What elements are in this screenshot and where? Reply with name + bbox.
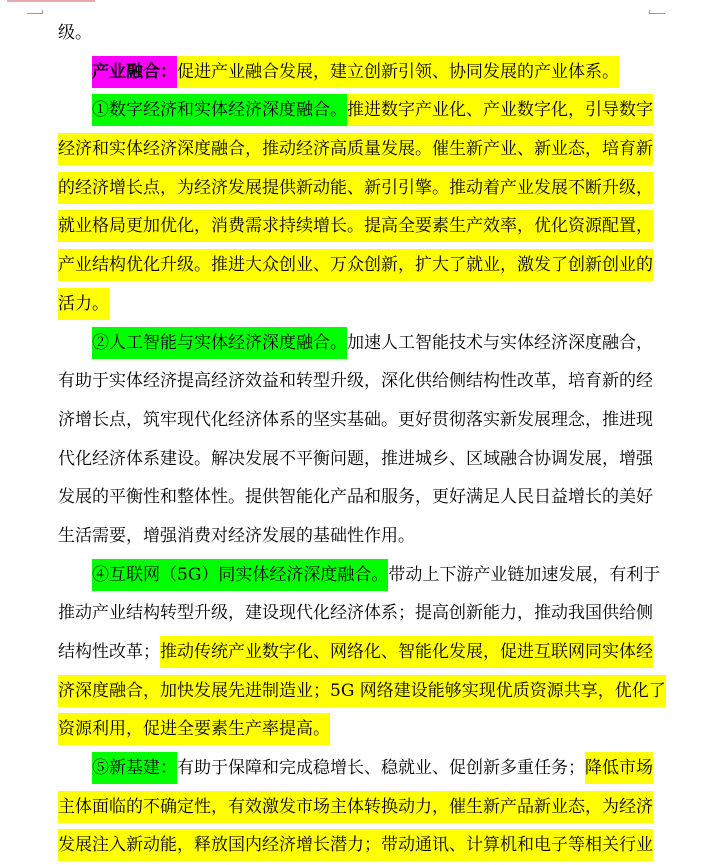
text-line <box>58 130 653 169</box>
text-segment: 发展的平衡性和整体性。提供智能化产品和服务，更好满足人民日益增长的美好 <box>58 487 653 508</box>
text-segment: 结构性改革； <box>58 642 160 662</box>
text-line <box>58 440 653 479</box>
text-segment: 济增长点，筑牢现代化经济体系的坚实基础。更好贯彻落实新发展理念，推进现 <box>58 409 653 430</box>
text-segment: 推动产业结构转型升级，建设现代化经济体系；提高创新能力，推动我国供给侧 <box>58 603 653 624</box>
text-line <box>58 324 653 363</box>
text-segment: 带动上下游产业链加速发展，有利于 <box>388 564 661 585</box>
highlighted-text-yellow: 的经济增长点，为经济发展提供新动能、新引引擎。推动着产业发展不断升级， <box>58 172 653 204</box>
text-line <box>58 401 653 440</box>
highlighted-text-yellow: 推进数字产业化、产业数字化，引导数字 <box>347 94 653 126</box>
text-segment: 生活需要，增强消费对经济发展的基础性作用。 <box>58 525 415 546</box>
highlighted-text-yellow: 产业结构优化升级。推进大众创业、万众创新，扩大了就业，激发了创新创业的 <box>58 249 653 281</box>
highlighted-text-yellow: 发展注入新动能，释放国内经济增长潜力；带动通讯、计算机和电子等相关行业 <box>58 829 653 861</box>
highlighted-text-yellow: 资源利用，促进全要素生产率提高。 <box>58 713 330 745</box>
highlighted-text-yellow: 主体面临的不确定性，有效激发市场主体转换动力，催生新产品新业态，为经济 <box>58 791 653 823</box>
top-edge-marker <box>7 0 95 2</box>
text-line <box>58 285 648 324</box>
text-line <box>58 710 648 749</box>
highlighted-text-yellow: 降低市场 <box>585 752 653 784</box>
text-segment: 代化经济体系建设。解决发展不平衡问题，推进城乡、区域融合协调发展，增强 <box>58 448 653 469</box>
text-line <box>58 246 653 285</box>
text-line <box>58 788 653 827</box>
text-segment: 有助于保障和完成稳增长、稳就业、促创新多重任务； <box>177 758 585 779</box>
text-line <box>58 556 661 595</box>
text-line <box>58 517 648 556</box>
text-line <box>58 749 653 788</box>
text-line <box>58 672 666 711</box>
text-line <box>58 594 653 633</box>
text-line <box>58 14 648 53</box>
text-segment: 级。 <box>58 23 92 43</box>
highlighted-text-yellow: 推动传统产业数字化、网络化、智能化发展，促进互联网同实体经 <box>160 636 653 668</box>
highlighted-text-yellow: 促进产业融合发展，建立创新引领、协同发展的产业体系。 <box>177 56 619 88</box>
highlighted-text-yellow: 就业格局更加优化，消费需求持续增长。提高全要素生产效率，优化资源配置， <box>58 210 653 242</box>
text-segment: 有助于实体经济提高经济效益和转型升级，深化供给侧结构性改革，培育新的经 <box>58 371 653 392</box>
margin-corner-mark-left <box>27 13 43 14</box>
text-line <box>58 633 653 672</box>
text-line <box>58 362 653 401</box>
text-line <box>58 91 653 130</box>
margin-corner-mark-right <box>649 13 665 14</box>
text-segment: 加速人工智能技术与实体经济深度融合， <box>347 332 653 353</box>
text-line <box>58 169 653 208</box>
text-line <box>58 207 653 246</box>
text-line <box>58 826 653 865</box>
text-line <box>58 53 648 92</box>
highlighted-text-magenta: 产业融合： <box>92 56 177 88</box>
highlighted-text-yellow: 济深度融合，加快发展先进制造业；5G 网络建设能够实现优质资源共享，优化了 <box>58 675 666 707</box>
highlighted-text-green: ④互联网（5G）同实体经济深度融合。 <box>92 559 388 591</box>
highlighted-text-green: ①数字经济和实体经济深度融合。 <box>92 94 347 126</box>
highlighted-text-green: ②人工智能与实体经济深度融合。 <box>92 327 347 359</box>
document-body <box>58 14 666 865</box>
text-line <box>58 478 653 517</box>
highlighted-text-yellow: 经济和实体经济深度融合，推动经济高质量发展。催生新产业、新业态，培育新 <box>58 133 653 165</box>
highlighted-text-green: ⑤新基建： <box>92 752 177 784</box>
highlighted-text-yellow: 活力。 <box>58 288 109 320</box>
